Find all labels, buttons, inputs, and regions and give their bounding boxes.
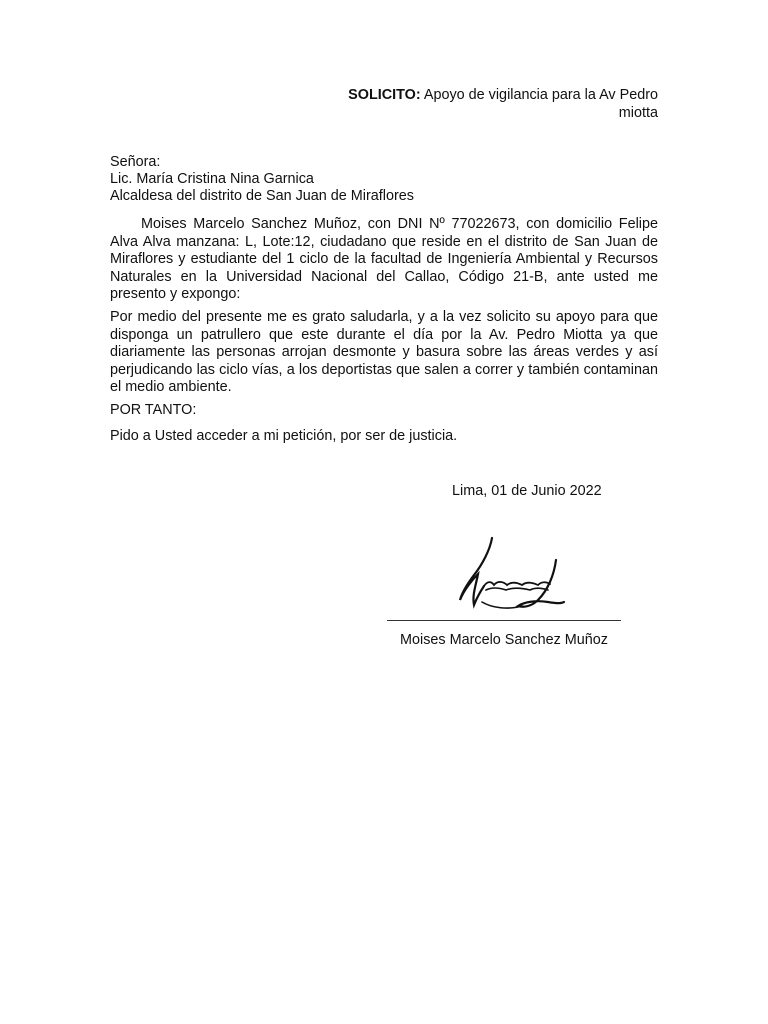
por-tanto-label: POR TANTO:: [110, 402, 197, 418]
addressee-block: [110, 154, 670, 205]
addressee-name: Lic. María Cristina Nina Garnica: [110, 171, 314, 187]
solicito-header: [330, 86, 658, 122]
signer-name: Moises Marcelo Sanchez Muñoz: [400, 632, 608, 648]
signature-line: [387, 620, 621, 621]
salutation: Señora:: [110, 154, 161, 170]
body-paragraph-request: Por medio del presente me es grato saludarla, y a la vez solicito su apoyo para que disponga un patrullero que este durante el día por la Av. Pedro Miotta ya que diariamente las personas arrojan desmonte y basura sobre las áreas verdes y así perjudicando las ciclo vías, a los deportistas que salen a correr y también contaminan el medio ambiente.: [110, 309, 658, 395]
solicito-text: Apoyo de vigilancia para la Av Pedro miotta: [420, 87, 658, 121]
body-paragraph-introduction: Moises Marcelo Sanchez Muñoz, con DNI Nº 77022673, con domicilio Felipe Alva Alva manzana: L, Lote:12, ciudadano que reside en el distrito de San Juan de Miraflores y estudiante del 1 ciclo de la facultad de Ingeniería Ambiental y Recursos Naturales en la Universidad Nacional del Callao, Código 21-B, ante usted me presento y expongo:: [110, 216, 658, 302]
addressee-title: Alcaldesa del distrito de San Juan de Miraflores: [110, 188, 414, 204]
handwritten-signature: [452, 530, 572, 615]
closing-request: Pido a Usted acceder a mi petición, por ser de justicia.: [110, 428, 458, 444]
letter-date: Lima, 01 de Junio 2022: [452, 483, 602, 499]
solicito-label: SOLICITO:: [348, 87, 421, 103]
